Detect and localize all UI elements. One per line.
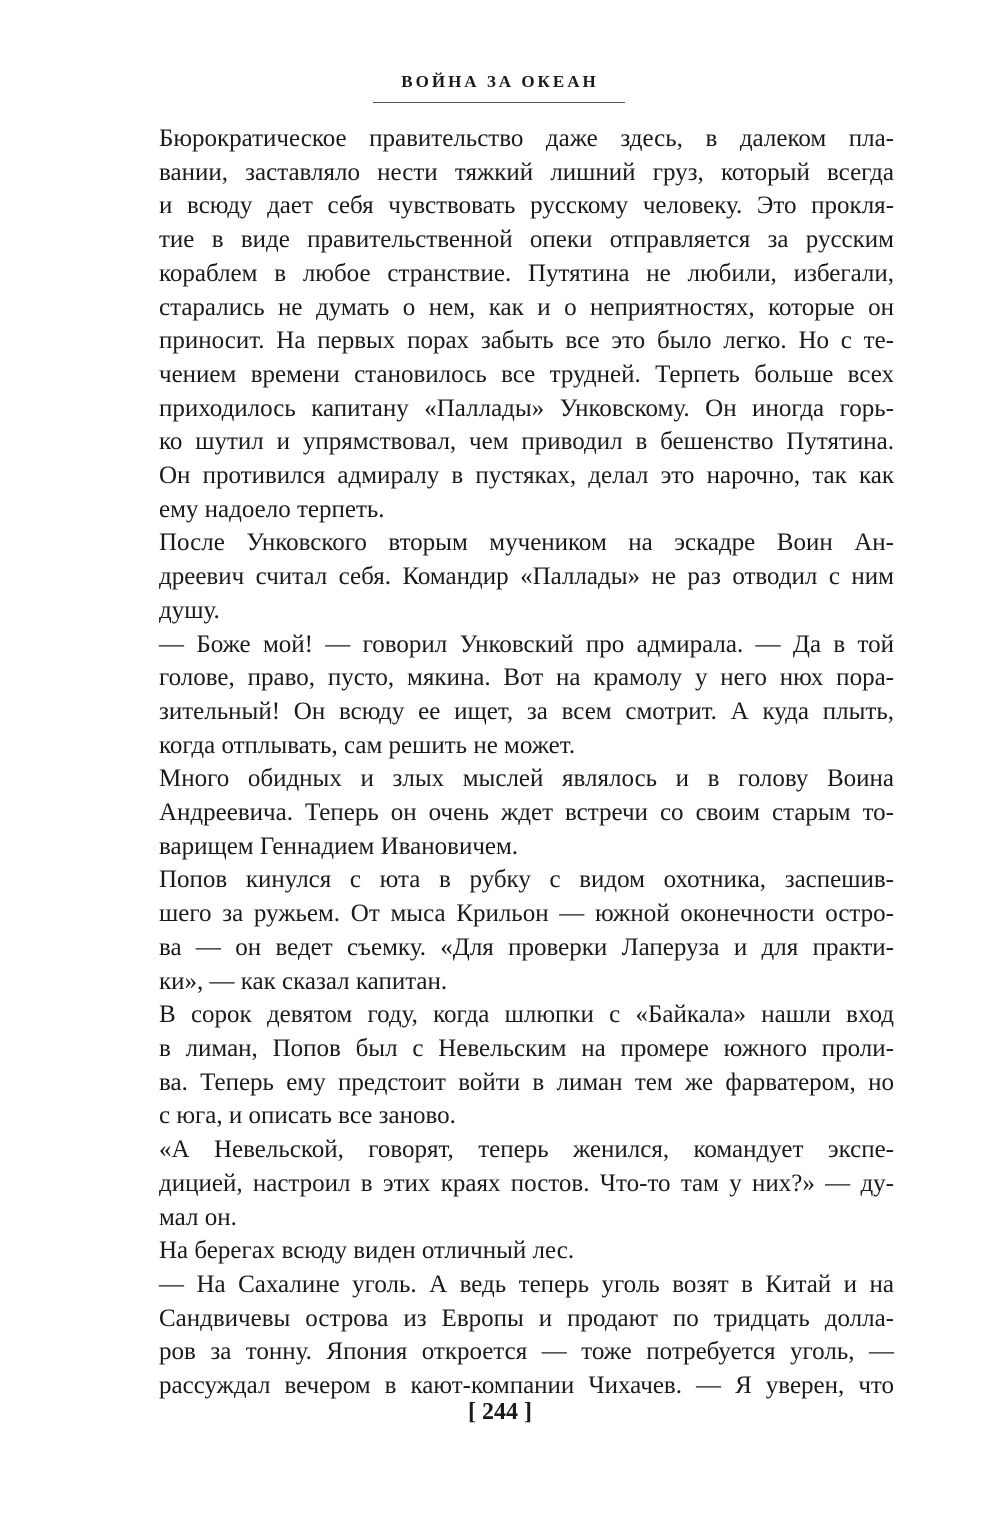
paragraph [122,863,894,998]
paragraph [122,122,894,526]
text-line: ко шутил и упрямствовал, чем приводил в бешенство Путятина. [159,428,894,456]
text-line: душу. [159,596,220,624]
text-line: Много обидных и злых мыслей являлось и в голову Воина [159,765,894,793]
text-line: — Боже мой! — говорил Унковский про адмирала. — Да в той [159,630,894,658]
text-line: Андреевича. Теперь он очень ждет встречи со своим старым то- [159,799,894,827]
text-line: зительный! Он всюду ее ищет, за всем смотрит. А куда плыть, [159,697,894,725]
text-line: дицией, настроил в этих краях постов. Что-то там у них?» — ду- [159,1169,894,1197]
text-line: На берегах всюду виден отличный лес. [159,1237,575,1265]
text-line: ва — он ведет съемку. «Для проверки Лаперуза и для практи- [159,933,894,961]
text-line: Он противился адмиралу в пустяках, делал это нарочно, так как [159,462,894,490]
page-number: [ 244 ] [468,1399,532,1425]
text-line: чением времени становилось все трудней. Терпеть больше всех [159,360,894,388]
text-line: и всюду дает себя чувствовать русскому человеку. Это прокля- [159,192,894,220]
text-line: голове, право, пусто, мякина. Вот на крамолу у него нюх пора- [159,664,894,692]
text-line: Попов кинулся с юта в рубку с видом охотника, заспешив- [159,866,894,894]
text-line: варищем Геннадием Ивановичем. [159,832,519,860]
text-line: рассуждал вечером в кают-компании Чихачев. — Я уверен, что [159,1372,894,1400]
paragraph [122,998,894,1133]
text-line: вании, заставляло нести тяжкий лишний груз, который всегда [159,158,894,186]
text-line: когда отплывать, сам решить не может. [159,731,576,759]
text-line: Сандвичевы острова из Европы и продают по тридцать долла- [159,1304,894,1332]
text-line: В сорок девятом году, когда шлюпки с «Байкала» нашли вход [159,1001,894,1029]
paragraph [122,1268,894,1403]
text-line: Бюрократическое правительство даже здесь, в далеком пла- [159,125,894,152]
text-line: После Унковского вторым мучеником на эскадре Воин Ан- [159,529,894,557]
running-title: ВОЙНА ЗА ОКЕАН [401,72,599,91]
text-line: ров за тонну. Япония откроется — тоже потребуется уголь, — [159,1338,894,1366]
text-line: приходилось капитану «Паллады» Унковскому. Он иногда горь- [159,394,894,422]
text-line: с юга, и описать все заново. [159,1102,456,1130]
paragraph [122,762,894,863]
text-line: ва. Теперь ему предстоит войти в лиман тем же фарватером, но [159,1068,894,1096]
text-line: дреевич считал себя. Командир «Паллады» не раз отводил с ним [159,563,894,591]
text-line: в лиман, Попов был с Невельским на промере южного проли- [159,1034,894,1062]
text-line: «А Невельской, говорят, теперь женился, командует экспе- [159,1136,894,1164]
body-text [122,122,894,1403]
text-line: тие в виде правительственной опеки отправляется за русским [159,226,894,254]
paragraph [122,1133,894,1234]
text-line: ки», — как сказал капитан. [159,967,448,995]
text-line: шего за ружьем. От мыса Крильон — южной оконечности остро- [159,900,894,928]
text-line: ему надоело терпеть. [159,495,385,523]
paragraph [122,526,894,627]
text-line: — На Сахалине уголь. А ведь теперь уголь возят в Китай и на [159,1270,894,1298]
text-line: мал он. [159,1203,237,1231]
paragraph [122,628,894,763]
paragraph [122,1234,894,1268]
text-line: приносит. На первых порах забыть все это было легко. Но с те- [159,327,894,355]
header-rule [373,102,625,103]
text-line: кораблем в любое странствие. Путятина не любили, избегали, [159,259,894,287]
text-line: старались не думать о нем, как и о неприятностях, которые он [159,293,894,321]
